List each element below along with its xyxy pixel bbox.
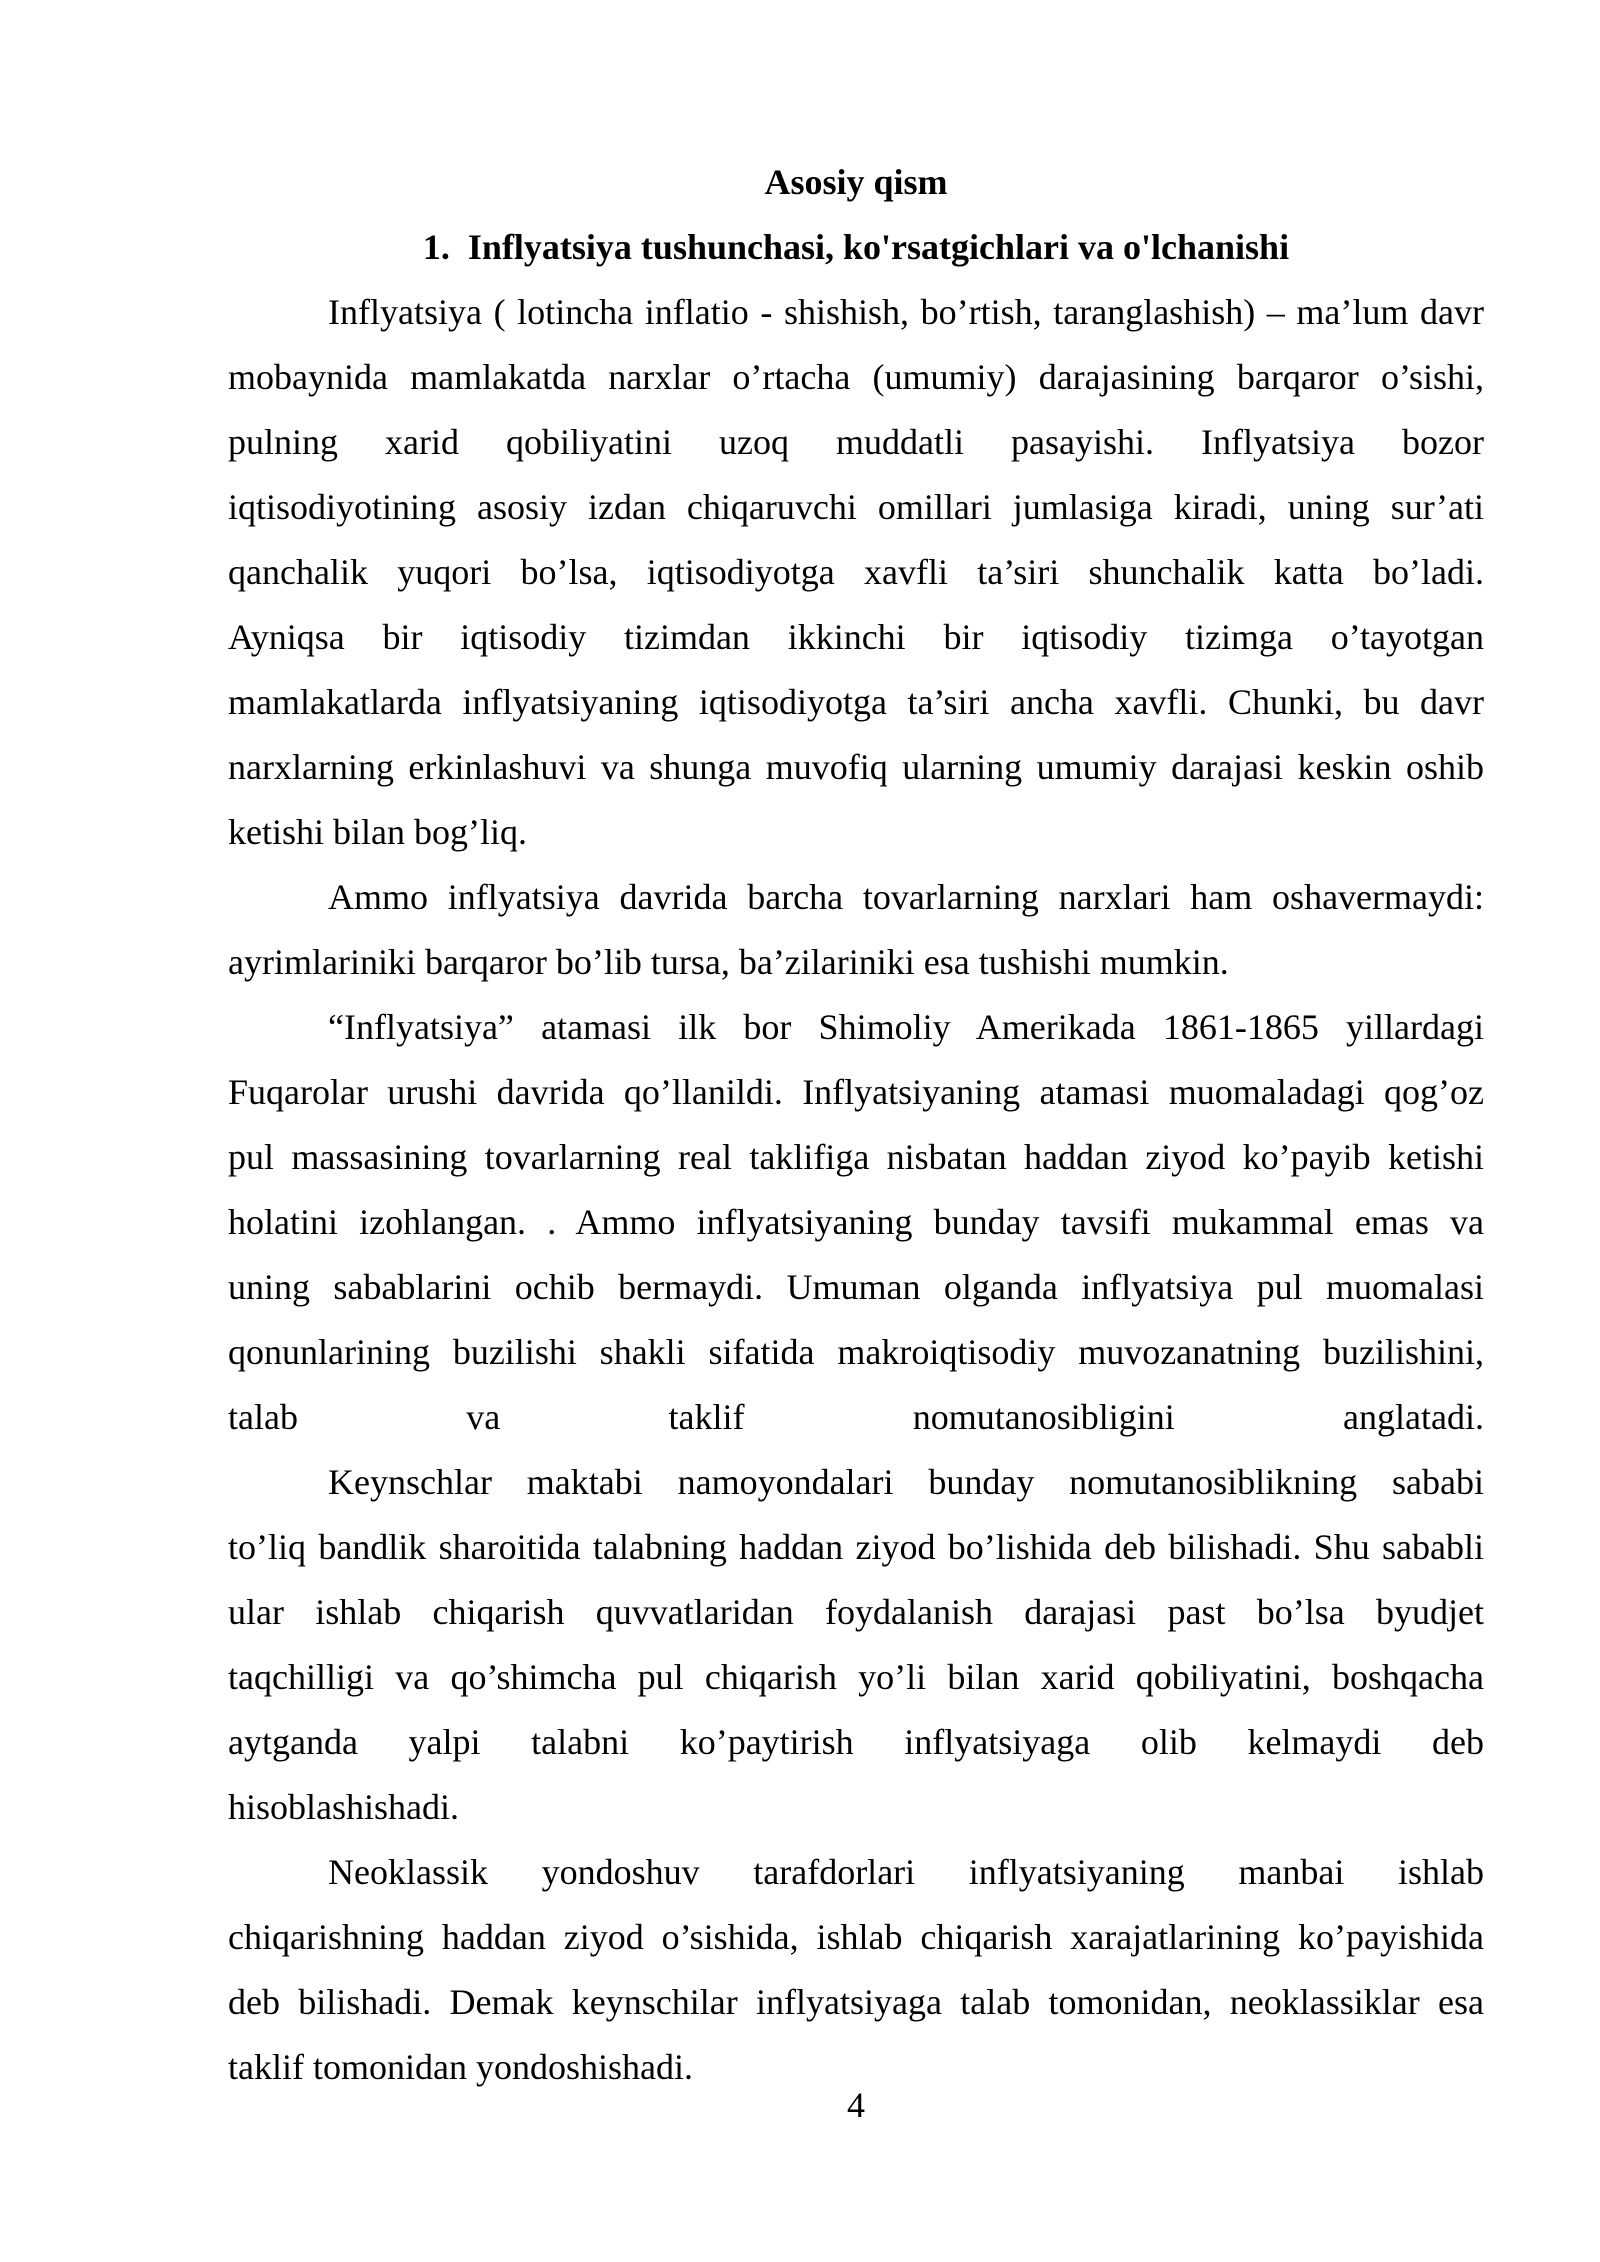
text-line: ayrimlariniki barqaror bo’lib tursa, ba’zilariniki esa tushishi mumkin. bbox=[228, 942, 1229, 982]
text-line: mamlakatlarda inflyatsiyaning iqtisodiyotga ta’siri ancha xavfli. Chunki, bu davr bbox=[228, 682, 1484, 722]
document-body bbox=[228, 150, 1484, 2100]
text-line: Inflyatsiya ( lotincha inflatio - shishish, bo’rtish, taranglashish) – ma’lum davr bbox=[328, 292, 1484, 332]
text-line: deb bilishadi. Demak keynschilar inflyatsiyaga talab tomonidan, neoklassiklar esa bbox=[228, 1982, 1484, 2022]
text-line: “Inflyatsiya” atamasi ilk bor Shimoliy Amerikada 1861-1865 yillardagi bbox=[328, 1007, 1484, 1047]
paragraph bbox=[228, 1450, 1484, 1840]
text-line: pul massasining tovarlarning real taklifiga nisbatan haddan ziyod ko’payib ketishi bbox=[228, 1137, 1484, 1177]
text-line: mobaynida mamlakatda narxlar o’rtacha (umumiy) darajasining barqaror o’sishi, bbox=[228, 357, 1484, 397]
text-line: ular ishlab chiqarish quvvatlaridan foydalanish darajasi past bo’lsa byudjet bbox=[228, 1592, 1484, 1632]
text-line: taqchilligi va qo’shimcha pul chiqarish yo’li bilan xarid qobiliyatini, boshqacha bbox=[228, 1657, 1484, 1697]
text-line: to’liq bandlik sharoitida talabning haddan ziyod bo’lishida deb bilishadi. Shu sababli bbox=[228, 1527, 1484, 1567]
text-line: iqtisodiyotining asosiy izdan chiqaruvchi omillari jumlasiga kiradi, uning sur’ati bbox=[228, 487, 1484, 527]
paragraph bbox=[228, 280, 1484, 865]
text-line: chiqarishning haddan ziyod o’sishida, ishlab chiqarish xarajatlarining ko’payishida bbox=[228, 1917, 1484, 1957]
text-line: talab va taklif nomutanosibligini anglatadi. bbox=[228, 1397, 1484, 1437]
text-line: Ammo inflyatsiya davrida barcha tovarlarning narxlari ham oshavermaydi: bbox=[328, 877, 1484, 917]
section-title: Asosiy qism bbox=[764, 162, 948, 202]
text-line: Neoklassik yondoshuv tarafdorlari inflyatsiyaning manbai ishlab bbox=[328, 1852, 1484, 1892]
text-line: Ayniqsa bir iqtisodiy tizimdan ikkinchi bir iqtisodiy tizimga o’tayotgan bbox=[228, 617, 1484, 657]
paragraph bbox=[228, 865, 1484, 995]
text-line: qonunlarining buzilishi shakli sifatida makroiqtisodiy muvozanatning buzilishini, bbox=[228, 1332, 1484, 1372]
text-line: holatini izohlangan. . Ammo inflyatsiyaning bunday tavsifi mukammal emas va bbox=[228, 1202, 1484, 1242]
chapter-heading: 1. Inflyatsiya tushunchasi, ko'rsatgichlari va o'lchanishi bbox=[422, 227, 1290, 267]
paragraph bbox=[228, 995, 1484, 1450]
text-line: aytganda yalpi talabni ko’paytirish inflyatsiyaga olib kelmaydi deb bbox=[228, 1722, 1484, 1762]
paragraph bbox=[228, 1840, 1484, 2100]
text-line: Fuqarolar urushi davrida qo’llanildi. Inflyatsiyaning atamasi muomaladagi qog’oz bbox=[228, 1072, 1484, 1112]
text-line: narxlarning erkinlashuvi va shunga muvofiq ularning umumiy darajasi keskin oshib bbox=[228, 747, 1484, 787]
text-line: Keynschlar maktabi namoyondalari bunday nomutanosiblikning sababi bbox=[328, 1462, 1484, 1502]
text-line: taklif tomonidan yondoshishadi. bbox=[228, 2047, 693, 2087]
text-line: pulning xarid qobiliyatini uzoq muddatli pasayishi. Inflyatsiya bozor bbox=[228, 422, 1484, 462]
page-number: 4 bbox=[847, 2085, 865, 2125]
text-line: uning sabablarini ochib bermaydi. Umuman olganda inflyatsiya pul muomalasi bbox=[228, 1267, 1484, 1307]
text-line: ketishi bilan bog’liq. bbox=[228, 812, 527, 852]
text-line: hisoblashishadi. bbox=[228, 1787, 459, 1827]
text-line: qanchalik yuqori bo’lsa, iqtisodiyotga xavfli ta’siri shunchalik katta bo’ladi. bbox=[228, 552, 1484, 592]
